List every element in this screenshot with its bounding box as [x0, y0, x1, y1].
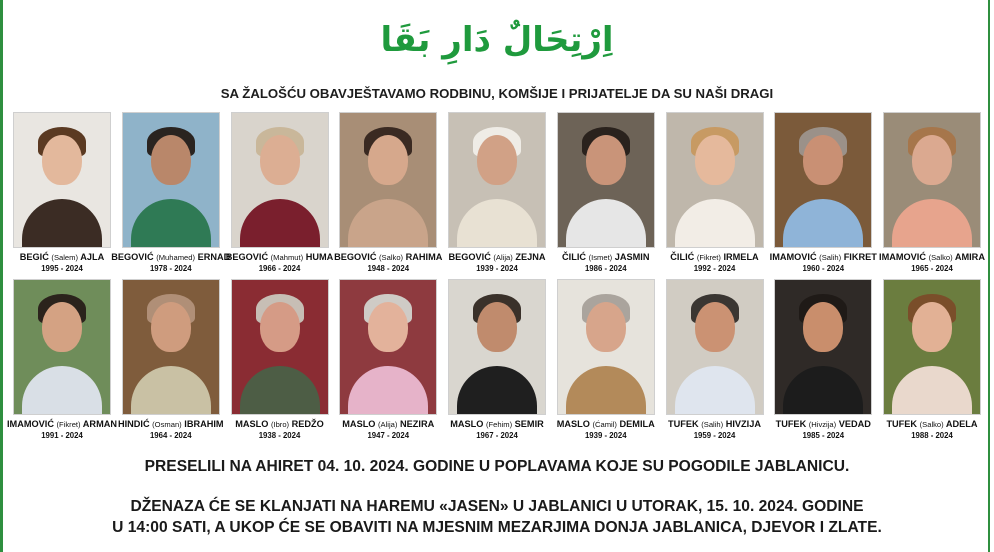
given-name: IRMELA	[723, 252, 759, 262]
life-years: 1985 - 2024	[802, 431, 845, 440]
intro-text: SA ŽALOŠĆU OBAVJEŠTAVAMO RODBINU, KOMŠIJE I PRIJATELJE DA SU NAŠI DRAGI	[220, 86, 774, 101]
person-photo	[557, 279, 655, 415]
given-name: SEMIR	[514, 419, 544, 429]
person-photo	[339, 112, 437, 248]
funeral-info-line-1: DŽENAZA ĆE SE KLANJATI NA HAREMU «JASEN» U JABLANICI U UTORAK, 15. 10. 2024. GODINE	[130, 498, 864, 515]
life-years: 1978 - 2024	[149, 264, 192, 273]
photo-row-1	[12, 112, 985, 273]
person-photo	[122, 279, 220, 415]
father-name: (Salko)	[928, 253, 953, 262]
father-name: (Osman)	[152, 420, 182, 429]
person-card	[111, 112, 231, 273]
life-years: 1947 - 2024	[367, 431, 410, 440]
photo-head	[477, 302, 517, 352]
person-photo	[883, 279, 981, 415]
person-name	[776, 419, 871, 429]
person-photo	[122, 112, 220, 248]
father-name: (Fikret)	[56, 420, 81, 429]
surname: BEGOVIĆ	[334, 252, 377, 262]
person-photo	[774, 112, 872, 248]
person-name	[562, 252, 649, 262]
photo-head	[151, 302, 191, 352]
given-name: ERNAD	[197, 252, 231, 262]
surname: IMAMOVIĆ	[769, 252, 817, 262]
father-name: (Salih)	[701, 420, 724, 429]
person-photo	[231, 279, 329, 415]
life-years: 1991 - 2024	[41, 431, 83, 440]
photo-head	[695, 302, 735, 352]
person-card	[665, 279, 765, 440]
given-name: HIVZIJA	[725, 419, 761, 429]
person-card	[879, 112, 985, 273]
life-years: 1986 - 2024	[584, 264, 627, 273]
photo-head	[586, 302, 626, 352]
person-name	[886, 419, 977, 429]
photo-head	[151, 135, 191, 185]
father-name: (Salko)	[919, 420, 944, 429]
photo-head	[42, 135, 82, 185]
given-name: NEZIRA	[400, 419, 435, 429]
surname: TUFEK	[886, 419, 918, 429]
life-years: 1939 - 2024	[476, 264, 518, 273]
arabic-calligraphy-title: اِرْتِحَالٌ دَارِ بَقَا	[380, 20, 614, 60]
person-name	[342, 419, 434, 429]
given-name: IBRAHIM	[184, 419, 224, 429]
person-photo	[448, 279, 546, 415]
person-photo	[557, 112, 655, 248]
person-name	[226, 252, 334, 262]
surname: MASLO	[450, 419, 484, 429]
person-card	[556, 279, 656, 440]
person-name	[557, 419, 655, 429]
surname: BEGOVIĆ	[111, 252, 154, 262]
father-name: (Salem)	[51, 253, 79, 262]
person-photo	[448, 112, 546, 248]
life-years: 1964 - 2024	[149, 431, 192, 440]
given-name: REDŽO	[291, 419, 324, 429]
life-years: 1992 - 2024	[693, 264, 736, 273]
person-name	[448, 252, 545, 262]
father-name: (Salko)	[379, 253, 404, 262]
header	[0, 10, 994, 70]
surname: BEGOVIĆ	[225, 252, 269, 262]
person-card	[230, 279, 330, 440]
given-name: JASMIN	[614, 252, 650, 262]
surname: TUFEK	[775, 419, 807, 429]
person-name	[20, 252, 104, 262]
person-card	[769, 112, 877, 273]
life-years: 1995 - 2024	[41, 264, 83, 273]
person-card	[447, 279, 547, 440]
person-name	[450, 419, 544, 429]
funeral-info	[0, 496, 994, 538]
surname: TUFEK	[668, 419, 699, 429]
photo-head	[803, 302, 843, 352]
person-photo	[339, 279, 437, 415]
person-card	[117, 279, 224, 440]
father-name: (Alija)	[493, 253, 513, 262]
person-name	[111, 252, 230, 262]
person-photo	[666, 279, 764, 415]
photo-head	[368, 135, 408, 185]
photo-head	[695, 135, 735, 185]
surname: BEGOVIĆ	[448, 252, 491, 262]
photo-head	[368, 302, 408, 352]
surname: MASLO	[556, 419, 590, 429]
given-name: AJLA	[80, 252, 105, 262]
person-name	[879, 252, 985, 262]
person-name	[235, 419, 324, 429]
photo-head	[912, 302, 952, 352]
life-years: 1966 - 2024	[258, 264, 301, 273]
person-card	[225, 112, 334, 273]
father-name: (Mahmut)	[270, 253, 304, 262]
father-name: (Salih)	[819, 253, 842, 262]
given-name: DEMILA	[619, 419, 655, 429]
given-name: VEDAD	[838, 419, 871, 429]
life-years: 1960 - 2024	[802, 264, 845, 273]
person-card	[338, 279, 438, 440]
father-name: (Hivzija)	[808, 420, 837, 429]
surname: HINDIĆ	[117, 419, 150, 429]
photo-head	[586, 135, 626, 185]
person-card	[334, 112, 443, 273]
surname: ČILIĆ	[562, 252, 587, 262]
person-photo	[774, 279, 872, 415]
father-name: (Muhamed)	[156, 253, 196, 262]
photo-grid	[7, 112, 985, 446]
photo-head	[912, 135, 952, 185]
photo-head	[42, 302, 82, 352]
surname: IMAMOVIĆ	[7, 419, 54, 429]
given-name: ADELA	[945, 419, 978, 429]
person-photo	[666, 112, 764, 248]
photo-row-2	[7, 279, 982, 440]
surname: MASLO	[235, 419, 269, 429]
father-name: (Ibro)	[270, 420, 290, 429]
person-card	[773, 279, 873, 440]
life-years: 1938 - 2024	[258, 431, 301, 440]
person-name	[668, 419, 761, 429]
given-name: AMIRA	[954, 252, 985, 262]
life-years: 1967 - 2024	[476, 431, 518, 440]
surname: ČILIĆ	[670, 252, 695, 262]
father-name: (Ćamil)	[592, 420, 617, 429]
photo-head	[260, 302, 300, 352]
photo-head	[260, 135, 300, 185]
given-name: ZEJNA	[515, 252, 546, 262]
father-name: (Alija)	[378, 420, 398, 429]
given-name: HUMA	[305, 252, 334, 262]
person-card	[12, 112, 112, 273]
life-years: 1959 - 2024	[693, 431, 736, 440]
person-photo	[231, 112, 329, 248]
person-name	[770, 252, 877, 262]
person-card	[665, 112, 765, 273]
father-name: (Ismet)	[588, 253, 613, 262]
person-photo	[13, 112, 111, 248]
surname: MASLO	[342, 419, 376, 429]
person-card	[556, 112, 656, 273]
announcement-line: PRESELILI NA AHIRET 04. 10. 2024. GODINE U POPLAVAMA KOJE SU POGODILE JABLANICU.	[144, 458, 850, 475]
funeral-info-line-2: U 14:00 SATI, A UKOP ĆE SE OBAVITI NA MJESNIM MEZARJIMA DONJA JABLANICA, DJEVOR I ZLATE.	[112, 519, 882, 536]
life-years: 1948 - 2024	[367, 264, 410, 273]
photo-head	[477, 135, 517, 185]
person-name	[118, 419, 224, 429]
person-card	[447, 112, 547, 273]
life-years: 1965 - 2024	[911, 264, 953, 273]
life-years: 1939 - 2024	[584, 431, 627, 440]
father-name: (Fikret)	[696, 253, 721, 262]
life-years: 1988 - 2024	[911, 431, 953, 440]
person-card	[882, 279, 982, 440]
person-card	[7, 279, 117, 440]
father-name: (Fehim)	[485, 420, 513, 429]
surname: BEGIĆ	[19, 252, 49, 262]
person-name	[670, 252, 758, 262]
given-name: ARMAN	[82, 419, 117, 429]
person-name	[334, 252, 442, 262]
given-name: FIKRET	[843, 252, 877, 262]
photo-head	[803, 135, 843, 185]
given-name: RAHIMA	[405, 252, 443, 262]
person-name	[7, 419, 117, 429]
person-photo	[883, 112, 981, 248]
surname: IMAMOVIĆ	[879, 252, 926, 262]
person-photo	[13, 279, 111, 415]
